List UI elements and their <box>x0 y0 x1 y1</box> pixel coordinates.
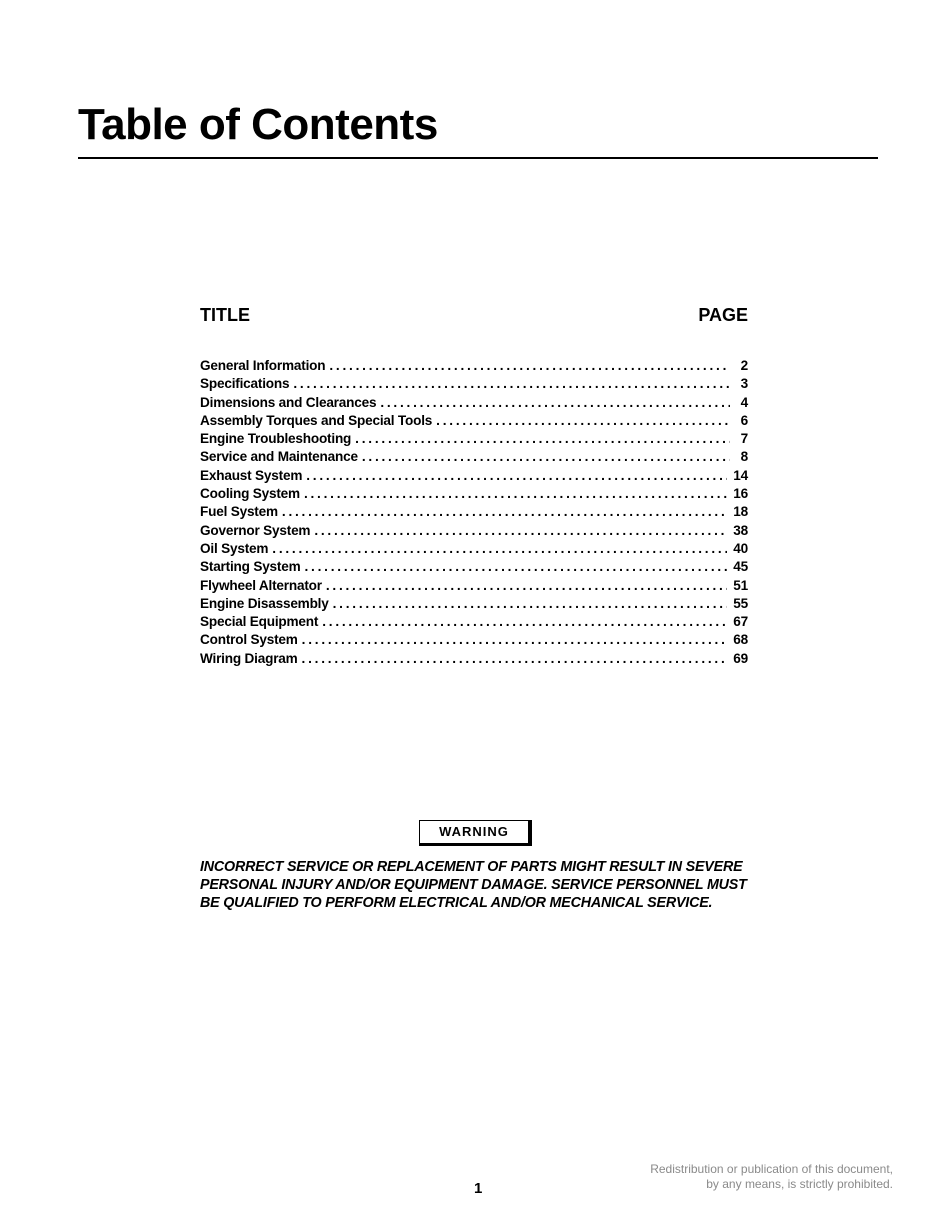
toc-entry-page: 8 <box>740 449 748 465</box>
toc-entry-page: 14 <box>733 467 748 483</box>
dot-leader <box>282 504 727 519</box>
page-title: Table of Contents <box>78 100 438 149</box>
title-rule <box>78 157 878 159</box>
copyright-notice <box>650 1162 893 1192</box>
dot-leader <box>355 431 730 446</box>
toc-entry-page: 2 <box>740 358 748 373</box>
page-number: 1 <box>474 1180 483 1197</box>
toc-entry[interactable] <box>200 504 748 522</box>
toc-entry-page: 67 <box>733 614 748 630</box>
toc-entry[interactable] <box>200 651 748 669</box>
toc-entry-title: Flywheel Alternator <box>200 577 322 593</box>
dot-leader <box>305 559 728 574</box>
toc-entry-title: Specifications <box>200 376 290 392</box>
toc-entry-title: Wiring Diagram <box>200 650 298 666</box>
dot-leader <box>304 486 727 501</box>
notice-line-2: by any means, is strictly prohibited. <box>706 1177 893 1191</box>
dot-leader <box>302 651 728 666</box>
toc-entry-page: 7 <box>740 431 748 447</box>
toc-entry-title: Fuel System <box>200 504 278 520</box>
toc-entry-page: 6 <box>740 412 748 428</box>
toc-entry-page: 16 <box>733 486 748 502</box>
dot-leader <box>306 468 727 483</box>
dot-leader <box>436 413 730 428</box>
toc-entry-page: 55 <box>733 595 748 611</box>
toc-title-header: TITLE <box>200 305 250 325</box>
dot-leader <box>272 541 727 556</box>
toc-entry-title: Governor System <box>200 522 311 538</box>
toc-entry-title: General Information <box>200 358 326 373</box>
toc-entry[interactable] <box>200 358 748 376</box>
toc-entry-page: 40 <box>733 540 748 556</box>
toc-entry[interactable] <box>200 541 748 559</box>
toc-entry-page: 18 <box>733 504 748 520</box>
toc-entry-page: 68 <box>733 632 748 648</box>
dot-leader <box>333 596 728 611</box>
toc-entry-page: 38 <box>733 522 748 538</box>
dot-leader <box>322 614 727 629</box>
dot-leader <box>362 449 730 464</box>
toc-entry-title: Engine Troubleshooting <box>200 431 352 447</box>
toc-entry-title: Oil System <box>200 540 269 556</box>
toc-entry-title: Engine Disassembly <box>200 595 329 611</box>
toc-entry-title: Cooling System <box>200 486 300 502</box>
toc-entry-title: Assembly Torques and Special Tools <box>200 412 433 428</box>
toc-entry-page: 45 <box>733 559 748 575</box>
toc-entry[interactable] <box>200 596 748 614</box>
toc-entry-page: 69 <box>733 650 748 666</box>
toc-entry[interactable] <box>200 413 748 431</box>
toc-entry-title: Control System <box>200 632 298 648</box>
warning-text: INCORRECT SERVICE OR REPLACEMENT OF PARTS MIGHT RESULT IN SEVERE PERSONAL INJURY AND/OR EQUIPMENT DAMAGE. SERVICE PERSONNEL MUST BE QUALIFIED TO PERFORM ELECTRICAL AND/OR MECHANICAL SERVICE. <box>200 859 747 911</box>
dot-leader <box>293 376 730 391</box>
toc-entry[interactable] <box>200 523 748 541</box>
dot-leader <box>314 523 727 538</box>
toc-entry[interactable] <box>200 578 748 596</box>
toc-entry-title: Exhaust System <box>200 467 303 483</box>
toc-entry-title: Starting System <box>200 559 301 575</box>
toc-list <box>200 358 748 669</box>
toc-entry-page: 3 <box>740 376 748 392</box>
toc-entry[interactable] <box>200 614 748 632</box>
toc-entry-page: 51 <box>733 577 748 593</box>
warning-label: WARNING <box>419 820 532 846</box>
toc-entry[interactable] <box>200 632 748 650</box>
toc-entry-title: Dimensions and Clearances <box>200 394 377 410</box>
toc-entry[interactable] <box>200 431 748 449</box>
toc-entry-page: 4 <box>740 394 748 410</box>
dot-leader <box>380 395 730 410</box>
toc-entry[interactable] <box>200 449 748 467</box>
dot-leader <box>329 358 730 373</box>
toc-entry[interactable] <box>200 395 748 413</box>
toc-entry[interactable] <box>200 486 748 504</box>
toc-entry-title: Special Equipment <box>200 614 319 630</box>
toc-entry[interactable] <box>200 559 748 577</box>
notice-line-1: Redistribution or publication of this document, <box>650 1162 893 1176</box>
dot-leader <box>326 578 727 593</box>
toc-page-header: PAGE <box>698 305 748 325</box>
toc-entry[interactable] <box>200 376 748 394</box>
toc-entry[interactable] <box>200 468 748 486</box>
toc-entry-title: Service and Maintenance <box>200 449 358 465</box>
dot-leader <box>302 632 728 647</box>
